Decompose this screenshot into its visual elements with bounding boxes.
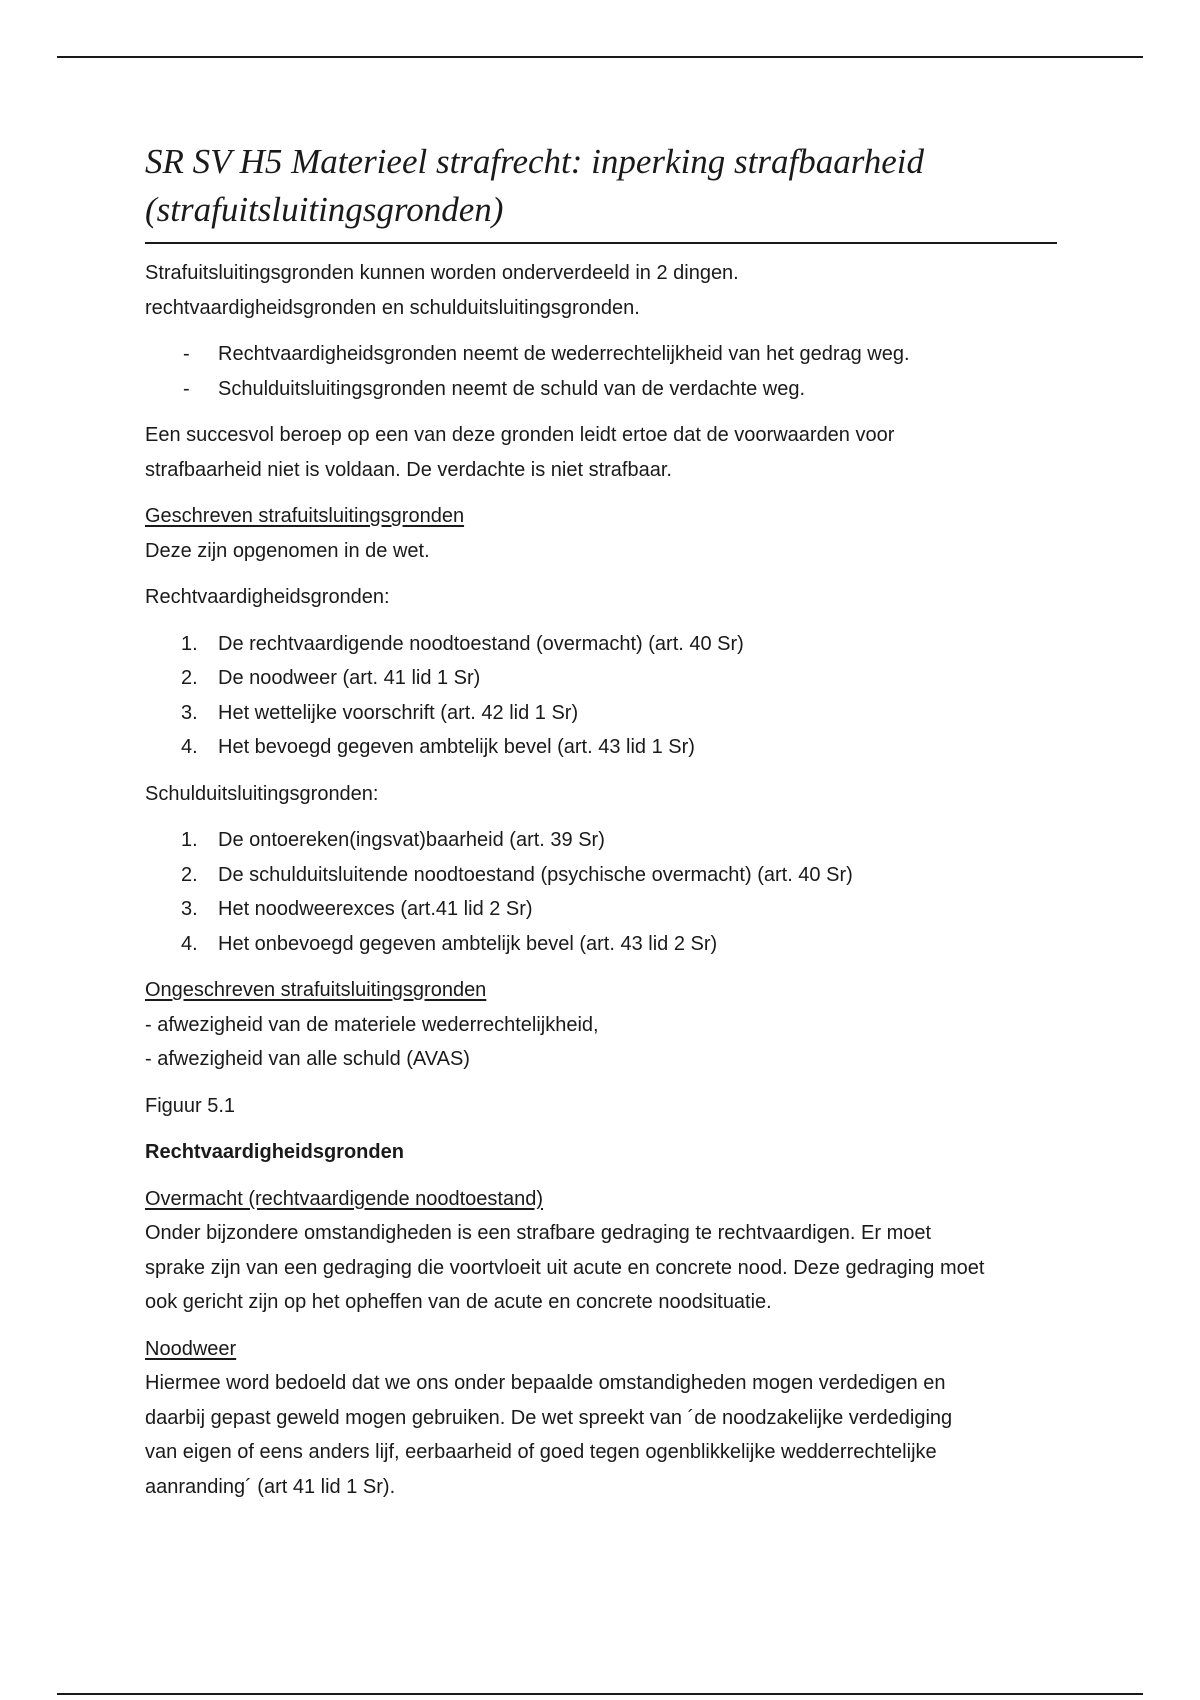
- list-item: [145, 858, 1057, 893]
- excuse-label: Schulduitsluitingsgronden:: [145, 782, 379, 805]
- text-line: sprake zijn van een gedraging die voortvloeit uit acute en concrete nood. Deze gedraging moet: [145, 1256, 985, 1279]
- list-number: 1.: [181, 632, 198, 655]
- justification-label: Rechtvaardigheidsgronden:: [145, 586, 390, 608]
- header-rule: [57, 56, 1143, 58]
- success-paragraph: [145, 418, 1057, 487]
- list-number: 4.: [181, 736, 198, 758]
- text-line: ook gericht zijn op het opheffen van de acute en concrete noodsituatie.: [145, 1291, 772, 1313]
- list-number: 4.: [181, 932, 198, 955]
- text-line: rechtvaardigheidsgronden en schulduitsluitingsgronden.: [145, 296, 640, 319]
- list-item: [145, 661, 1057, 696]
- text-line: Een succesvol beroep op een van deze gronden leidt ertoe dat de voorwaarden voor: [145, 424, 895, 446]
- written-description: Deze zijn opgenomen in de wet.: [145, 539, 430, 562]
- list-item: [145, 372, 1057, 407]
- noodweer-section: [145, 1332, 1057, 1505]
- list-item: [145, 823, 1057, 858]
- excuse-list: [145, 823, 1057, 961]
- list-item: [145, 627, 1057, 662]
- written-section: [145, 499, 1057, 568]
- list-item-text: De schulduitsluitende noodtoestand (psychische overmacht) (art. 40 Sr): [218, 863, 853, 886]
- unwritten-heading: Ongeschreven strafuitsluitingsgronden: [145, 979, 487, 1001]
- text-line: - afwezigheid van alle schuld (AVAS): [145, 1048, 470, 1070]
- noodweer-heading: Noodweer: [145, 1337, 237, 1360]
- written-heading: Geschreven strafuitsluitingsgronden: [145, 505, 465, 527]
- list-item-text: Het noodweerexces (art.41 lid 2 Sr): [218, 898, 533, 920]
- list-item-text: Schulduitsluitingsgronden neemt de schuld van de verdachte weg.: [218, 377, 806, 400]
- text-line: Strafuitsluitingsgronden kunnen worden onderverdeeld in 2 dingen.: [145, 262, 739, 284]
- text-line: van eigen of eens anders lijf, eerbaarheid of goed tegen ogenblikkelijke wedderrechtelijke: [145, 1441, 937, 1463]
- overmacht-heading: Overmacht (rechtvaardigende noodtoestand): [145, 1187, 544, 1210]
- list-item: [145, 696, 1057, 731]
- list-item-text: Rechtvaardigheidsgronden neemt de wederrechtelijkheid van het gedrag weg.: [218, 343, 910, 365]
- dash-marker: -: [183, 377, 190, 400]
- list-item-text: Het onbevoegd gegeven ambtelijk bevel (art. 43 lid 2 Sr): [218, 932, 718, 955]
- figure-label: Figuur 5.1: [145, 1094, 236, 1117]
- list-item-text: De ontoereken(ingsvat)baarheid (art. 39 Sr): [218, 829, 605, 851]
- list-item-text: Het wettelijke voorschrift (art. 42 lid 1 Sr): [218, 701, 579, 724]
- list-number: 1.: [181, 829, 198, 851]
- dash-marker: -: [183, 343, 190, 365]
- footer-rule: [57, 1693, 1143, 1695]
- list-item: [145, 927, 1057, 962]
- justification-list: [145, 627, 1057, 765]
- list-item: [145, 337, 1057, 372]
- section-heading: Rechtvaardigheidsgronden: [145, 1141, 404, 1163]
- list-item: [145, 730, 1057, 765]
- overmacht-section: [145, 1182, 1057, 1320]
- list-item-text: De rechtvaardigende noodtoestand (overmacht) (art. 40 Sr): [218, 632, 744, 655]
- text-line: Hiermee word bedoeld dat we ons onder bepaalde omstandigheden mogen verdedigen en: [145, 1372, 946, 1394]
- text-line: daarbij gepast geweld mogen gebruiken. De wet spreekt van ´de noodzakelijke verdediging: [145, 1406, 953, 1429]
- list-number: 3.: [181, 898, 198, 920]
- list-item: [145, 892, 1057, 927]
- document-title: SR SV H5 Materieel strafrecht: inperking strafbaarheid (strafuitsluitingsgronden): [145, 138, 1057, 244]
- text-line: aanranding´ (art 41 lid 1 Sr).: [145, 1475, 396, 1498]
- list-number: 3.: [181, 701, 198, 724]
- text-line: Onder bijzondere omstandigheden is een strafbare gedraging te rechtvaardigen. Er moet: [145, 1222, 932, 1244]
- text-line: - afwezigheid van de materiele wederrechtelijkheid,: [145, 1013, 599, 1036]
- intro-paragraph: [145, 256, 1057, 325]
- list-number: 2.: [181, 863, 198, 886]
- list-item-text: De noodweer (art. 41 lid 1 Sr): [218, 667, 481, 689]
- list-number: 2.: [181, 667, 198, 689]
- unwritten-section: [145, 973, 1057, 1077]
- list-item-text: Het bevoegd gegeven ambtelijk bevel (art. 43 lid 1 Sr): [218, 736, 695, 758]
- intro-bullet-list: [145, 337, 1057, 406]
- text-line: strafbaarheid niet is voldaan. De verdachte is niet strafbaar.: [145, 458, 672, 481]
- document-body: [145, 138, 1057, 1504]
